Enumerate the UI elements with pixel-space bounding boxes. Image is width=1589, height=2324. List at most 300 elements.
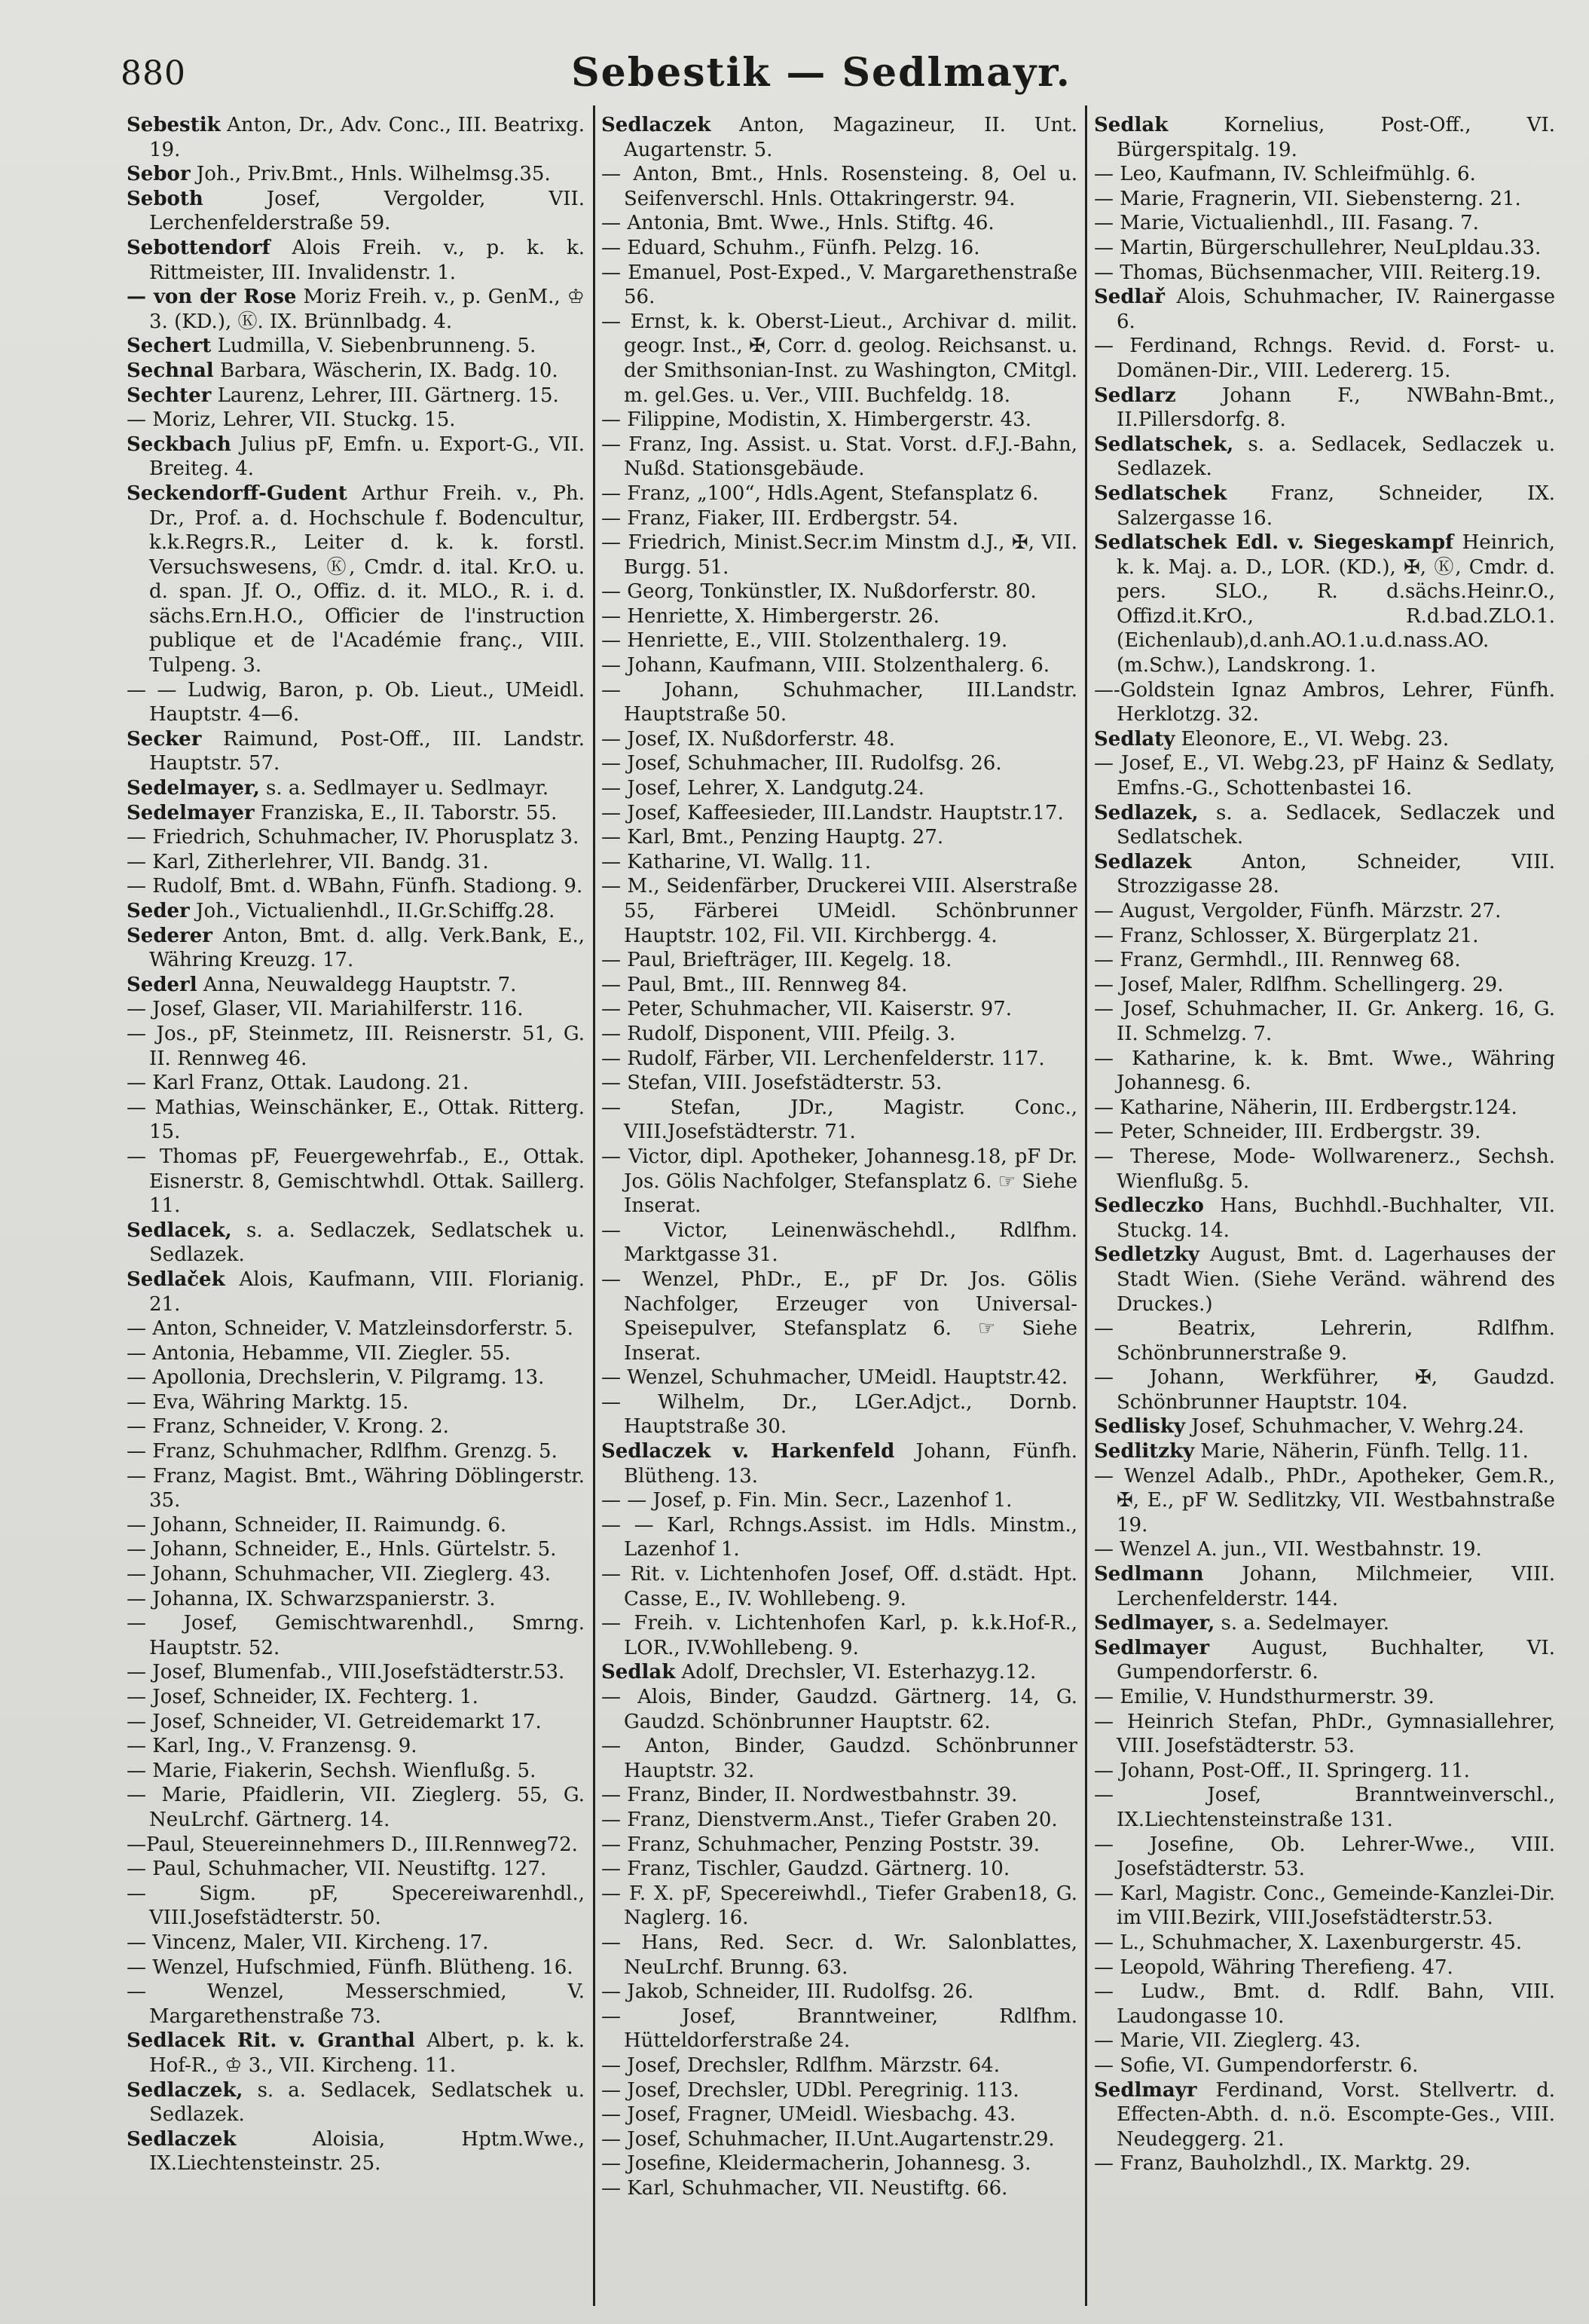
directory-entry: [601, 973, 1077, 998]
entry-surname: Sedletzky: [1094, 1243, 1199, 1267]
entry-text: — Therese, Mode- Wollwarenerz., Sechsh. Wienflußg. 5.: [1094, 1145, 1555, 1193]
entry-text: — Mathias, Weinschänker, E., Ottak. Ritterg. 15.: [127, 1096, 585, 1144]
directory-entry: [601, 1562, 1077, 1611]
entry-text: — Josef, Glaser, VII. Mariahilferstr. 116.: [127, 998, 524, 1021]
entry-text: Joh., Victualienhdl., II.Gr.Schiffg.28.: [189, 900, 555, 922]
entry-text: — Paul, Briefträger, III. Kegelg. 18.: [601, 949, 952, 972]
directory-entry: [1094, 162, 1555, 187]
column-divider: [593, 105, 595, 2306]
entry-text: —-Goldstein Ignaz Ambros, Lehrer, Fünfh. Herklotzg. 32.: [1094, 678, 1555, 726]
entry-text: — Jakob, Schneider, III. Rudolfsg. 26.: [601, 1980, 974, 2004]
entry-text: — Marie, Fiakerin, Sechsh. Wienflußg. 5.: [127, 1759, 536, 1782]
entry-surname: — von der Rose: [127, 286, 297, 309]
directory-entry: [1094, 531, 1555, 678]
entry-text: — Franz, Schuhmacher, Penzing Poststr. 39.: [601, 1833, 1040, 1856]
entry-surname: Sedlaczek: [601, 114, 711, 136]
directory-entry: [601, 604, 1077, 629]
entry-text: — Peter, Schuhmacher, VII. Kaiserstr. 97.: [601, 998, 1012, 1021]
directory-entry: [1094, 1931, 1555, 1956]
directory-entry: [601, 2053, 1077, 2078]
entry-surname: Sederl: [127, 973, 197, 996]
column-left: [127, 113, 585, 2306]
directory-entry: [601, 261, 1077, 310]
entry-text: Julius pF, Emfn. u. Export-G., VII. Breiteg. 4.: [149, 433, 585, 481]
directory-entry: [601, 1390, 1077, 1439]
directory-entry: [601, 310, 1077, 408]
entry-surname: Seckbach: [127, 433, 231, 456]
entry-surname: Sedlatschek,: [1094, 433, 1234, 456]
entry-text: — Victor, Leinenwäschehdl., Rdlfhm. Marktgasse 31.: [601, 1219, 1077, 1267]
directory-entry: [601, 1488, 1077, 1513]
directory-entry: [601, 776, 1077, 801]
directory-entry: [1094, 187, 1555, 212]
entry-text: — Josef, IX. Nußdorferstr. 48.: [601, 727, 895, 751]
entry-text: — Josef, Schuhmacher, III. Rudolfsg. 26.: [601, 752, 1002, 775]
entry-surname: Sedlarz: [1094, 384, 1176, 407]
entry-text: — Eduard, Schuhm., Fünfh. Pelzg. 16.: [601, 236, 980, 259]
entry-text: s. a. Sedlaczek, Sedlatschek u. Sedlazek.: [149, 1219, 585, 1267]
entry-text: — Leo, Kaufmann, IV. Schleifmühlg. 6.: [1094, 163, 1476, 186]
entry-surname: Sedlaček: [127, 1267, 225, 1291]
directory-entry: [601, 948, 1077, 973]
entry-surname: Sedlatschek: [1094, 482, 1227, 505]
entry-text: — Antonia, Hebamme, VII. Ziegler. 55.: [127, 1341, 511, 1365]
entry-surname: Sedlmayer: [1094, 1636, 1210, 1659]
entry-text: — Franz, Ing. Assist. u. Stat. Vorst. d.F.J.-Bahn, Nußd. Stationsgebäude.: [601, 433, 1077, 481]
entry-surname: Seckendorff-Gudent: [127, 482, 347, 505]
directory-entry: [601, 1096, 1077, 1145]
directory-entry: [1094, 1710, 1555, 1759]
directory-entry: [1094, 1047, 1555, 1096]
entry-text: — Karl, Bmt., Penzing Hauptg. 27.: [601, 826, 944, 849]
directory-entry: [601, 2078, 1077, 2103]
entry-text: — Marie, Fragnerin, VII. Siebensterng. 21.: [1094, 187, 1521, 210]
entry-text: Moriz Freih. v., p. GenM., ♔ 3. (KD.), Ⓚ. IX. Brünnlbadg. 4.: [149, 286, 585, 333]
entry-surname: Sechnal: [127, 359, 214, 382]
directory-entry: [601, 1047, 1077, 1072]
directory-entry: [127, 973, 585, 998]
entry-text: — Josef, Schuhmacher, II.Unt.Augartenstr.29.: [601, 2127, 1055, 2151]
entry-text: — Josef, Lehrer, X. Landgutg.24.: [601, 777, 924, 800]
entry-text: — Martin, Bürgerschullehrer, NeuLpldau.33.: [1094, 236, 1542, 259]
directory-entry: [127, 1611, 585, 1660]
directory-entry: [601, 1857, 1077, 1882]
directory-entry: [127, 727, 585, 776]
directory-entry: [127, 1145, 585, 1219]
entry-text: — Ernst, k. k. Oberst-Lieut., Archivar d. milit. geogr. Inst., ✠, Corr. d. geolog. Reichsanst. u. der Smithsonian-Inst. zu Washington, CMitgl. m. gel.Ges. u. Ver., VIII. Buchfeldg. 18.: [601, 310, 1077, 407]
directory-entry: [601, 433, 1077, 482]
entry-text: — Alois, Binder, Gaudzd. Gärtnerg. 14, G. Gaudzd. Schönbrunner Hauptstr. 62.: [601, 1686, 1077, 1733]
entry-text: — Anton, Binder, Gaudzd. Schönbrunner Hauptstr. 32.: [601, 1735, 1077, 1782]
entry-text: Johann, Milchmeier, VIII. Lerchenfelderstr. 144.: [1117, 1563, 1555, 1610]
entry-surname: Seboth: [127, 187, 203, 210]
entry-text: — Rudolf, Disponent, VIII. Pfeilg. 3.: [601, 1022, 956, 1045]
entry-text: — Josef, Schneider, IX. Fechterg. 1.: [127, 1686, 478, 1708]
entry-text: — Josef, Blumenfab., VIII.Josefstädterstr.53.: [127, 1661, 565, 1684]
entry-text: — Josef, Branntweiner, Rdlfhm. Hütteldorferstraße 24.: [601, 2004, 1077, 2053]
directory-entry: [601, 1660, 1077, 1685]
entry-text: — Vincenz, Maler, VII. Kircheng. 17.: [127, 1931, 489, 1954]
directory-entry: [601, 1219, 1077, 1267]
entry-surname: Sedlmayer,: [1094, 1612, 1215, 1635]
directory-entry: [601, 2102, 1077, 2127]
directory-entry: [1094, 1636, 1555, 1685]
entry-text: — M., Seidenfärber, Druckerei VIII. Alserstraße 55, Färberei UMeidl. Schönbrunner Hauptstr. 102, Fil. VII. Kirchbergg. 4.: [601, 875, 1077, 947]
entry-text: s. a. Sedlacek, Sedlaczek und Sedlatschek.: [1117, 801, 1555, 849]
entry-text: Alois, Kaufmann, VIII. Florianig. 21.: [149, 1267, 585, 1316]
directory-entry: [127, 1759, 585, 1784]
entry-text: — Peter, Schneider, III. Erdbergstr. 39.: [1094, 1121, 1481, 1144]
directory-entry: [1094, 924, 1555, 949]
directory-entry: [1094, 2053, 1555, 2078]
entry-surname: Sebestik: [127, 114, 221, 136]
entry-text: — Josef, Schneider, VI. Getreidemarkt 17.: [127, 1710, 542, 1733]
entry-text: — Karl, Ing., V. Franzensg. 9.: [127, 1735, 417, 1758]
directory-entry: [127, 187, 585, 236]
directory-entry: [127, 899, 585, 924]
directory-entry: [601, 1734, 1077, 1783]
directory-entry: [127, 384, 585, 408]
directory-entry: [127, 162, 585, 187]
entry-text: — Franz, Tischler, Gaudzd. Gärtnerg. 10.: [601, 1858, 1010, 1881]
directory-entry: [1094, 1194, 1555, 1243]
entry-text: — August, Vergolder, Fünfh. Märzstr. 27.: [1094, 900, 1502, 922]
column-middle: [601, 113, 1077, 2306]
directory-entry: [127, 1267, 585, 1316]
entry-surname: Sedlitzky: [1094, 1440, 1195, 1463]
directory-entry: [601, 1980, 1077, 2004]
directory-entry: [127, 1685, 585, 1710]
entry-text: Hans, Buchhdl.-Buchhalter, VII. Stuckg. 14.: [1117, 1194, 1555, 1242]
entry-text: — Wenzel Adalb., PhDr., Apotheker, Gem.R., ✠, E., pF W. Sedlitzky, VII. Westbahnstraße 19.: [1094, 1464, 1555, 1537]
directory-entry: [1094, 211, 1555, 236]
directory-entry: [1094, 899, 1555, 924]
entry-text: Eleonore, E., VI. Webg. 23.: [1175, 727, 1450, 751]
directory-entry: [127, 850, 585, 875]
entry-surname: Sedlaczek: [127, 2127, 237, 2151]
entry-text: — Karl Franz, Ottak. Laudong. 21.: [127, 1072, 469, 1095]
entry-text: — Franz, Bauholzhdl., IX. Marktg. 29.: [1094, 2152, 1471, 2176]
entry-text: — Paul, Schuhmacher, VII. Neustiftg. 127.: [127, 1858, 547, 1881]
directory-entry: [1094, 1537, 1555, 1562]
entry-surname: Sedlmann: [1094, 1563, 1204, 1586]
entry-text: — Johann, Post-Off., II. Springerg. 11.: [1094, 1759, 1470, 1782]
entry-text: Josef, Vergolder, VII. Lerchenfelderstraße 59.: [149, 187, 585, 235]
entry-text: — Marie, Victualienhdl., III. Fasang. 7.: [1094, 212, 1479, 235]
entry-text: Ludmilla, V. Siebenbrunneng. 5.: [211, 335, 536, 358]
directory-entry: [601, 1882, 1077, 1931]
directory-entry: [1094, 2151, 1555, 2176]
entry-text: — Stefan, VIII. Josefstädterstr. 53.: [601, 1072, 943, 1095]
directory-entry: [1094, 1882, 1555, 1931]
entry-text: Johann F., NWBahn-Bmt., II.Pillersdorfg. 8.: [1117, 384, 1555, 432]
directory-entry: [601, 408, 1077, 433]
directory-entry: [127, 285, 585, 334]
directory-entry: [601, 162, 1077, 211]
directory-entry: [1094, 1365, 1555, 1414]
entry-text: — Emanuel, Post-Exped., V. Margarethenstraße 56.: [601, 261, 1077, 309]
directory-entry: [127, 1710, 585, 1735]
directory-entry: [1094, 261, 1555, 286]
directory-entry: [127, 1833, 585, 1858]
entry-text: — Josef, Kaffeesieder, III.Landstr. Hauptstr.17.: [601, 801, 1064, 824]
entry-surname: Sedlazek: [1094, 850, 1192, 873]
directory-entry: [127, 236, 585, 285]
entry-text: s. a. Sedlacek, Sedlaczek u. Sedlazek.: [1117, 433, 1555, 481]
entry-text: — Rit. v. Lichtenhofen Josef, Off. d.städt. Hpt. Casse, E., IV. Wohllebeng. 9.: [601, 1563, 1077, 1610]
directory-entry: [127, 359, 585, 384]
directory-entry: [1094, 1096, 1555, 1121]
entry-text: Marie, Näherin, Fünfh. Tellg. 11.: [1194, 1440, 1529, 1463]
directory-entry: [1094, 1562, 1555, 1611]
directory-entry: [1094, 801, 1555, 850]
entry-text: — Anton, Schneider, V. Matzleinsdorferstr. 5.: [127, 1317, 573, 1341]
entry-text: — — Josef, p. Fin. Min. Secr., Lazenhof 1.: [601, 1489, 1013, 1512]
entry-text: — Josef, Schuhmacher, II. Gr. Ankerg. 16, G. II. Schmelzg. 7.: [1094, 998, 1555, 1045]
entry-text: — — Karl, Rchngs.Assist. im Hdls. Minstm., Lazenhof 1.: [601, 1513, 1077, 1561]
directory-entry: [127, 924, 585, 973]
directory-entry: [601, 874, 1077, 948]
entry-text: — Wenzel, Hufschmied, Fünfh. Blütheng. 16.: [127, 1956, 573, 1979]
entry-text: — Josefine, Kleidermacherin, Johannesg. 3.: [601, 2152, 1031, 2176]
entry-text: — Franz, Schuhmacher, Rdlfhm. Grenzg. 5.: [127, 1440, 558, 1463]
entry-text: — Stefan, JDr., Magistr. Conc., VIII.Josefstädterstr. 71.: [601, 1096, 1077, 1144]
directory-entry: [127, 334, 585, 359]
entry-text: — Sofie, VI. Gumpendorferstr. 6.: [1094, 2053, 1419, 2077]
directory-entry: [601, 825, 1077, 850]
entry-text: — Franz, Magist. Bmt., Währing Döblingerstr. 35.: [127, 1464, 585, 1512]
directory-entry: [127, 2127, 585, 2176]
entry-text: Josef, Schuhmacher, V. Wehrg.24.: [1185, 1415, 1525, 1439]
entry-text: — Franz, Fiaker, III. Erdbergstr. 54.: [601, 506, 959, 530]
entry-surname: Sederer: [127, 924, 212, 947]
entry-text: — Franz, Dienstverm.Anst., Tiefer Graben 20.: [601, 1808, 1058, 1831]
directory-entry: [601, 678, 1077, 727]
entry-text: — Wenzel, Schuhmacher, UMeidl. Hauptstr.42.: [601, 1366, 1068, 1390]
entry-surname: Sedelmayer,: [127, 777, 260, 800]
directory-entry: [127, 482, 585, 678]
directory-entry: [1094, 1414, 1555, 1439]
directory-entry: [601, 506, 1077, 531]
entry-text: — Henriette, X. Himbergerstr. 26.: [601, 604, 940, 628]
directory-entry: [601, 751, 1077, 776]
directory-entry: [127, 408, 585, 433]
directory-entry: [601, 1071, 1077, 1096]
directory-entry: [1094, 1243, 1555, 1316]
directory-entry: [127, 1219, 585, 1267]
directory-entry: [601, 1833, 1077, 1858]
directory-entry: [601, 1808, 1077, 1833]
entry-text: — Ludw., Bmt. d. Rdlf. Bahn, VIII. Laudongasse 10.: [1094, 1980, 1555, 2028]
entry-text: Alois, Schuhmacher, IV. Rainergasse 6.: [1117, 286, 1555, 333]
entry-text: Arthur Freih. v., Ph. Dr., Prof. a. d. Hochschule f. Bodencultur, k.k.Regrs.R., Leiter d. k. k. forstl. Versuchswesens, Ⓚ, Cmdr. d. ital. Kr.O. u. d. span. Jf. O., Offiz. d. it. MLO., R. i. d. sächs.Ern.H.O., Officier de l'instruction publique et de l'Académie franç., VIII. Tulpeng. 3.: [149, 482, 585, 677]
directory-entry: [1094, 997, 1555, 1046]
entry-surname: Sedlatschek Edl. v. Siegeskampf: [1094, 531, 1454, 555]
directory-entry: [127, 1537, 585, 1562]
entry-text: — Karl, Schuhmacher, VII. Neustiftg. 66.: [601, 2176, 1008, 2200]
entry-text: Raimund, Post-Off., III. Landstr. Hauptstr. 57.: [149, 727, 585, 775]
entry-surname: Sedlak: [1094, 114, 1169, 136]
entry-text: — Rudolf, Färber, VII. Lerchenfelderstr. 117.: [601, 1047, 1045, 1070]
directory-entry: [601, 1439, 1077, 1488]
directory-entry: [1094, 1759, 1555, 1784]
directory-entry: [127, 1857, 585, 1882]
directory-entry: [127, 1660, 585, 1685]
entry-surname: Sedlacek Rit. v. Granthal: [127, 2029, 415, 2053]
directory-entry: [127, 825, 585, 850]
directory-entry: [1094, 2029, 1555, 2053]
directory-entry: [601, 2151, 1077, 2176]
entry-text: — Henriette, E., VIII. Stolzenthalerg. 19.: [601, 629, 1008, 653]
entry-text: Laurenz, Lehrer, III. Gärtnerg. 15.: [211, 384, 559, 407]
entry-text: — Katharine, Näherin, III. Erdbergstr.124.: [1094, 1096, 1517, 1119]
entry-text: — Anton, Bmt., Hnls. Rosensteing. 8, Oel u. Seifenverschl. Hnls. Ottakringerstr. 94.: [601, 163, 1077, 210]
entry-text: — Wenzel A. jun., VII. Westbahnstr. 19.: [1094, 1538, 1482, 1561]
directory-entry: [1094, 285, 1555, 334]
directory-entry: [1094, 1783, 1555, 1832]
directory-entry: [601, 1513, 1077, 1562]
entry-text: — Katharine, k. k. Bmt. Wwe., Währing Johannesg. 6.: [1094, 1047, 1555, 1095]
directory-entry: [601, 1685, 1077, 1734]
entry-text: Anton, Dr., Adv. Conc., III. Beatrixg. 19.: [149, 114, 585, 161]
directory-entry: [601, 531, 1077, 579]
entry-surname: Sedelmayer: [127, 801, 255, 824]
entry-text: — F. X. pF, Specereiwhdl., Tiefer Graben18, G. Naglerg. 16.: [601, 1882, 1077, 1930]
column-divider: [1085, 105, 1087, 2306]
directory-entry: [1094, 850, 1555, 899]
entry-text: Ferdinand, Vorst. Stellvertr. d. Effecten-Abth. d. n.ö. Escompte-Ges., VIII. Neudeggerg. 21.: [1117, 2078, 1555, 2151]
entry-surname: Sedlař: [1094, 286, 1165, 309]
directory-entry: [127, 1956, 585, 1980]
entry-text: Heinrich, k. k. Maj. a. D., LOR. (KD.), ✠, Ⓚ, Cmdr. d. pers. SLO., R. d.sächs.Heinr.O., Offizd.it.KrO., R.d.bad.ZLO.1. (Eichenlaub),d.anh.AO.1.u.d.nass.AO. (m.Schw.), Landskrong. 1.: [1117, 531, 1555, 677]
directory-entry: [601, 628, 1077, 653]
directory-entry: [601, 482, 1077, 506]
running-title: Sebestik — Sedlmayr.: [571, 50, 1071, 96]
entry-text: — Franz, Binder, II. Nordwestbahnstr. 39.: [601, 1784, 1018, 1807]
directory-entry: [601, 1022, 1077, 1047]
directory-entry: [127, 433, 585, 482]
entry-text: — Johann, Schneider, E., Hnls. Gürtelstr. 5.: [127, 1538, 557, 1561]
entry-text: — L., Schuhmacher, X. Laxenburgerstr. 45.: [1094, 1931, 1523, 1954]
entry-surname: Sedlmayr: [1094, 2078, 1197, 2102]
entry-text: — Franz, Schneider, V. Krong. 2.: [127, 1415, 449, 1439]
directory-entry: [127, 1882, 585, 1931]
directory-entry: [1094, 1611, 1555, 1636]
directory-entry: [1094, 973, 1555, 998]
entry-text: Albert, p. k. k. Hof-R., ♔ 3., VII. Kircheng. 11.: [149, 2029, 585, 2077]
entry-text: — Beatrix, Lehrerin, Rdlfhm. Schönbrunnerstraße 9.: [1094, 1317, 1555, 1365]
entry-surname: Seder: [127, 900, 190, 922]
entry-text: — Karl, Zitherlehrer, VII. Bandg. 31.: [127, 850, 489, 873]
entry-text: — Josef, E., VI. Webg.23, pF Hainz & Sedlaty, Emfns.-G., Schottenbastei 16.: [1094, 752, 1555, 800]
entry-text: — Victor, dipl. Apotheker, Johannesg.18, pF Dr. Jos. Gölis Nachfolger, Stefansplatz 6. ☞ Siehe Inserat.: [601, 1145, 1077, 1218]
entry-text: — Paul, Bmt., III. Rennweg 84.: [601, 973, 908, 996]
directory-entry: [1094, 678, 1555, 727]
directory-entry: [127, 776, 585, 801]
entry-surname: Sedlaty: [1094, 727, 1175, 751]
directory-entry: [601, 801, 1077, 826]
directory-entry: [601, 1783, 1077, 1808]
page-number: 880: [121, 54, 186, 93]
directory-entry: [127, 1587, 585, 1612]
directory-entry: [1094, 1685, 1555, 1710]
entry-surname: Sedlazek,: [1094, 801, 1199, 824]
entry-text: August, Bmt. d. Lagerhauses der Stadt Wien. (Siehe Veränd. während des Druckes.): [1117, 1243, 1555, 1316]
directory-entry: [127, 2078, 585, 2127]
entry-text: — Marie, VII. Zieglerg. 43.: [1094, 2029, 1361, 2053]
entry-text: — Josef, Drechsler, Rdlfhm. Märzstr. 64.: [601, 2053, 1000, 2077]
column-right: [1094, 113, 1555, 2306]
entry-text: Franz, Schneider, IX. Salzergasse 16.: [1117, 482, 1555, 530]
directory-entry: [127, 1562, 585, 1587]
directory-entry: [127, 1464, 585, 1513]
entry-surname: Sedlacek,: [127, 1219, 232, 1242]
directory-entry: [1094, 384, 1555, 433]
entry-text: — Hans, Red. Secr. d. Wr. Salonblattes, NeuLrchf. Brunng. 63.: [601, 1931, 1077, 1979]
entry-text: — Thomas, Büchsenmacher, VIII. Reiterg.19.: [1094, 261, 1542, 284]
directory-entry: [127, 1734, 585, 1759]
directory-entry: [127, 997, 585, 1022]
entry-surname: Sedlaczek v. Harkenfeld: [601, 1440, 895, 1463]
entry-text: — Antonia, Bmt. Wwe., Hnls. Stiftg. 46.: [601, 212, 995, 235]
entry-text: Johann, Fünfh. Blütheng. 13.: [624, 1440, 1077, 1488]
directory-entry: [1094, 1464, 1555, 1538]
entry-text: Barbara, Wäscherin, IX. Badg. 10.: [213, 359, 558, 382]
entry-text: Joh., Priv.Bmt., Hnls. Wilhelmsg.35.: [190, 163, 551, 186]
entry-surname: Sechert: [127, 335, 212, 358]
directory-entry: [127, 1414, 585, 1439]
directory-entry: [601, 1611, 1077, 1660]
entry-text: — Thomas pF, Feuergewehrfab., E., Ottak. Eisnerstr. 8, Gemischtwhdl. Ottak. Saillerg. 11.: [127, 1145, 585, 1218]
entry-text: — Wenzel, Messerschmied, V. Margarethenstraße 73.: [127, 1980, 585, 2028]
entry-text: — Wilhelm, Dr., LGer.Adjct., Dornb. Hauptstraße 30.: [601, 1390, 1077, 1439]
entry-surname: Sedlisky: [1094, 1415, 1186, 1439]
entry-text: — Georg, Tonkünstler, IX. Nußdorferstr. 80.: [601, 580, 1037, 604]
directory-entry: [1094, 482, 1555, 531]
entry-surname: Sebor: [127, 163, 191, 186]
entry-text: — Jos., pF, Steinmetz, III. Reisnerstr. 51, G. II. Rennweg 46.: [127, 1022, 585, 1070]
entry-text: —Paul, Steuereinnehmers D., III.Rennweg72.: [127, 1833, 578, 1856]
directory-entry: [127, 2029, 585, 2078]
directory-entry: [127, 1341, 585, 1366]
directory-entry: [127, 874, 585, 899]
directory-entry: [127, 1439, 585, 1464]
entry-text: Alois Freih. v., p. k. k. Rittmeister, III. Invalidenstr. 1.: [149, 236, 585, 284]
entry-text: August, Buchhalter, VI. Gumpendorferstr. 6.: [1117, 1636, 1555, 1684]
directory-entry: [127, 801, 585, 826]
entry-text: — Franz, Schlosser, X. Bürgerplatz 21.: [1094, 924, 1479, 947]
entry-text: — Eva, Währing Marktg. 15.: [127, 1390, 409, 1414]
entry-text: Anton, Schneider, VIII. Strozzigasse 28.: [1117, 850, 1555, 898]
directory-entry: [601, 653, 1077, 678]
directory-entry: [1094, 1316, 1555, 1365]
entry-text: — Johann, Kaufmann, VIII. Stolzenthalerg. 6.: [601, 654, 1050, 677]
entry-text: — Filippine, Modistin, X. Himbergerstr. 43.: [601, 408, 1031, 432]
entry-text: — Johann, Schneider, II. Raimundg. 6.: [127, 1513, 507, 1537]
directory-entry: [601, 211, 1077, 236]
directory-entry: [601, 236, 1077, 261]
directory-entry: [127, 1980, 585, 2029]
directory-entry: [1094, 1439, 1555, 1464]
entry-surname: Sedleczko: [1094, 1194, 1204, 1218]
entry-text: — — Ludwig, Baron, p. Ob. Lieut., UMeidl. Hauptstr. 4—6.: [127, 678, 585, 726]
entry-text: — Johann, Schuhmacher, VII. Zieglerg. 43.: [127, 1563, 552, 1586]
directory-entry: [127, 1513, 585, 1538]
directory-entry: [601, 1267, 1077, 1365]
directory-entry: [601, 850, 1077, 875]
entry-text: — Wenzel, PhDr., E., pF Dr. Jos. Gölis Nachfolger, Erzeuger von Universal-Speisepulver, Stefansplatz 6. ☞ Siehe Inserat.: [601, 1267, 1077, 1365]
entry-text: — Franz, Germhdl., III. Rennweg 68.: [1094, 949, 1461, 972]
